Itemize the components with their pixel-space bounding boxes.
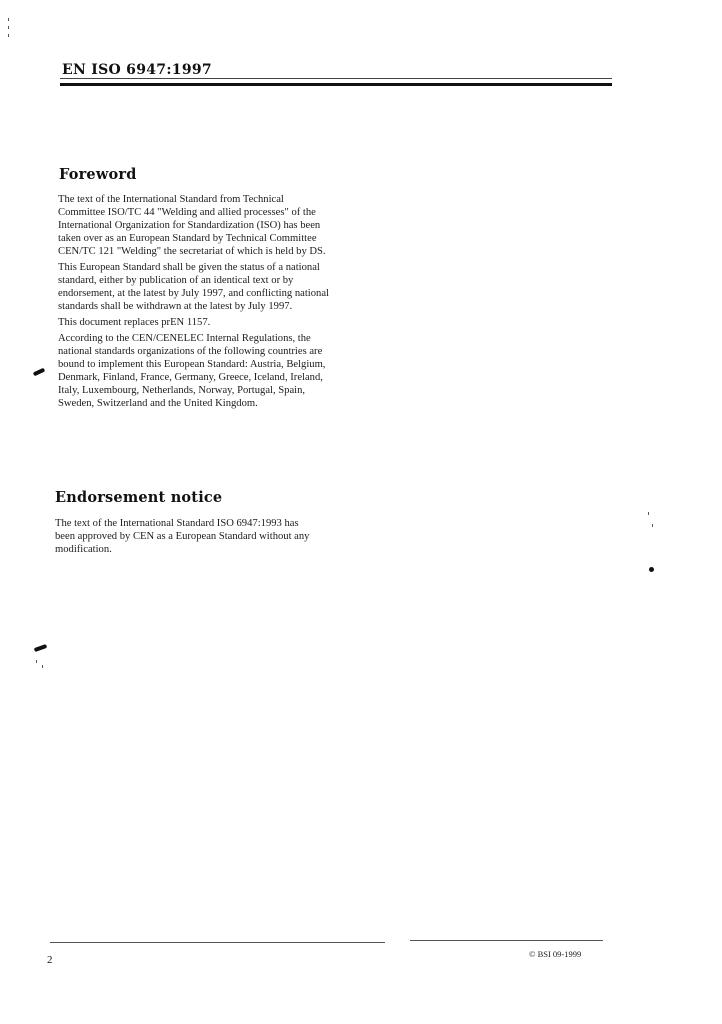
header-rule-thick <box>60 83 612 86</box>
foreword-paragraph: According to the CEN/CENELEC Internal Regulations, the national standards organizations of the following countries are bound to implement this European Standard: Austria, Belgium, Denmark, Finland, France, Germany, Greece, Iceland, Ireland, Italy, Luxembourg, Netherlands, Norway, Portugal, Spain, Sweden, Switzerland and the United Kingdom. <box>58 333 326 409</box>
foreword-body <box>58 193 330 413</box>
scan-mark <box>34 644 48 652</box>
endorsement-body <box>55 517 315 559</box>
footer-rule <box>50 942 385 943</box>
header-rule-thin <box>60 78 612 79</box>
endorsement-paragraph: The text of the International Standard ISO 6947:1993 has been approved by CEN as a European Standard without any modification. <box>55 518 310 555</box>
foreword-paragraph: This European Standard shall be given the status of a national standard, either by publication of an identical text or by endorsement, at the latest by July 1997, and conflicting national standards shall be withdrawn at the latest by July 1997. <box>58 262 329 312</box>
endorsement-heading: Endorsement notice <box>55 489 223 506</box>
scan-dot <box>36 660 37 663</box>
page-number: 2 <box>47 954 53 966</box>
foreword-paragraph: This document replaces prEN 1157. <box>58 317 211 328</box>
scan-dot <box>42 665 43 668</box>
scan-dot <box>8 18 9 21</box>
scan-dot <box>8 26 9 29</box>
foreword-heading: Foreword <box>59 166 137 183</box>
scan-mark <box>33 368 46 377</box>
copyright-notice: © BSI 09-1999 <box>529 949 582 959</box>
footer-rule <box>410 940 603 941</box>
scan-dot <box>648 512 649 515</box>
scan-mark <box>649 567 654 572</box>
scan-dot <box>652 524 653 527</box>
scan-dot <box>8 34 9 37</box>
document-header-title: EN ISO 6947:1997 <box>62 62 212 78</box>
foreword-paragraph: The text of the International Standard from Technical Committee ISO/TC 44 "Welding and allied processes" of the International Organization for Standardization (ISO) has been taken over as an European Standard by Technical Committee CEN/TC 121 "Welding" the secretariat of which is held by DS. <box>58 194 326 257</box>
